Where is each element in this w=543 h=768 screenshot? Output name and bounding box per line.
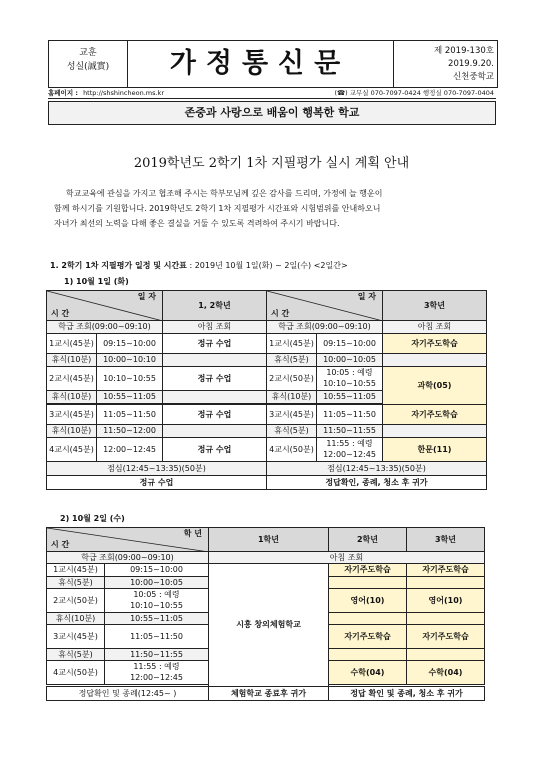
table-row: 12:00~12:45 bbox=[47, 450, 487, 462]
table-row: 1교시(45분) 09:15~10:00 정규 수업 1교시(45분) 09:15~10:00 자기주도학습 bbox=[47, 334, 487, 354]
school-name: 신천중학교 bbox=[452, 72, 494, 82]
table-row: 4교시(45분) 12:00~12:45 정규 수업 4교시(50분) 11:55 : 예령 한문(11) bbox=[47, 438, 487, 450]
table-row: 3교시(45분) 11:05~11:50 정규 수업 3교시(45분) 11:05~11:50 자기주도학습 bbox=[47, 405, 487, 425]
day1-corner-right: 일 자 시 간 bbox=[267, 291, 383, 321]
issue-number: 제 2019-130호 bbox=[433, 46, 494, 56]
table-row: 휴식(5분) 10:00~10:05 bbox=[47, 577, 485, 589]
day2-label: 2) 10월 2일 (수) bbox=[60, 514, 125, 523]
table-row: 2교시(45분) 10:10~10:55 정규 수업 2교시(50분) 10:05 : 예령 과학(05) bbox=[47, 367, 487, 379]
document-title: 2019학년도 2학기 1차 지필평가 실시 계획 안내 bbox=[133, 156, 410, 171]
homepage-link[interactable]: http://shshincheon.ms.kr bbox=[83, 89, 164, 97]
table-row: 학급 조회(09:00~09:10) 아침 조회 학급 조회(09:00~09:10) 아침 조회 bbox=[47, 321, 487, 334]
section-1-heading-rest: : 2019년 10월 1일(화) ~ 2일(수) <2일간> bbox=[186, 261, 348, 270]
day1-schedule-table bbox=[46, 290, 487, 490]
day2-col-grade2: 2학년 bbox=[329, 528, 407, 552]
school-motto bbox=[49, 41, 128, 87]
grade1-activity: 시흥 창의체험학교 bbox=[209, 564, 329, 687]
issue-info bbox=[393, 41, 498, 87]
section-1-heading-bold: 1. 2학기 1차 지필평가 일정 및 시간표 bbox=[50, 261, 187, 270]
table-row: 10:10~10:55 bbox=[47, 601, 485, 613]
day2-col-grade3: 3학년 bbox=[407, 528, 485, 552]
footer-row: 정규 수업 정답확인, 종례, 청소 후 귀가 bbox=[47, 476, 487, 490]
day1-corner-left: 일 자 시 간 bbox=[47, 291, 163, 321]
table-row: 10:10~10:55 bbox=[47, 379, 487, 391]
table-row: 학급 조회(09:00~09:10) 아침 조회 bbox=[47, 552, 485, 564]
intro-line-2: 함께 하시기를 기원합니다. 2019학년도 2학기 1차 지필평가 시간표와 시험범위를 안내하오니 bbox=[54, 204, 381, 213]
intro-line-1: 학교교육에 관심을 가지고 협조해 주시는 학부모님께 깊은 감사를 드리며, 가정에 늘 행운이 bbox=[66, 189, 383, 198]
newsletter-title: 가정통신문 bbox=[169, 48, 351, 79]
day1-label: 1) 10월 1일 (화) bbox=[64, 277, 129, 286]
table-row: 휴식(10분) 10:55~11:05 bbox=[47, 613, 485, 625]
table-row: 휴식(10분) 10:55~11:05 휴식(10분) 10:55~11:05 bbox=[47, 391, 487, 404]
table-row: 휴식(10분) 10:00~10:10 휴식(5분) 10:00~10:05 bbox=[47, 354, 487, 367]
motto-value: 성실(誠實) bbox=[66, 62, 110, 72]
newsletter-header bbox=[48, 40, 498, 88]
motto-label: 교훈 bbox=[79, 48, 97, 58]
table-row: 12:00~12:45 bbox=[47, 673, 485, 685]
contact-bar bbox=[48, 88, 496, 99]
day2-schedule-table bbox=[46, 527, 485, 701]
footer-row: 정답확인 및 종례(12:45~ ) 체험학교 종료후 귀가 정답 확인 및 종례, 청소 후 귀가 bbox=[47, 687, 485, 701]
section-1-heading bbox=[50, 260, 348, 271]
phone-numbers: (☎) 교무실 070-7097-0424 행정실 070-7097-0404 bbox=[334, 89, 494, 97]
school-slogan: 존중과 사랑으로 배움이 행복한 학교 bbox=[48, 101, 496, 125]
day2-col-grade1: 1학년 bbox=[209, 528, 329, 552]
day2-corner: 학 년 시 간 bbox=[47, 528, 209, 552]
homepage-label: 홈페이지 : bbox=[48, 89, 78, 97]
day1-col-grade3: 3학년 bbox=[383, 291, 487, 321]
table-row: 휴식(10분) 11:50~12:00 휴식(5분) 11:50~11:55 bbox=[47, 425, 487, 438]
intro-line-3: 자녀가 최선의 노력을 다해 좋은 결실을 거둘 수 있도록 격려하여 주시기 바랍니다. bbox=[54, 219, 340, 228]
lunch-row: 점심(12:45~13:35)(50분) 점심(12:45~13:35)(50분) bbox=[47, 462, 487, 476]
table-row: 3교시(45분) 11:05~11:50 자기주도학습 자기주도학습 bbox=[47, 625, 485, 649]
table-row: 휴식(5분) 11:50~11:55 bbox=[47, 649, 485, 661]
day1-col-grade12: 1, 2학년 bbox=[163, 291, 267, 321]
issue-date: 2019.9.20. bbox=[448, 59, 494, 69]
table-row: 2교시(50분) 10:05 : 예령 영어(10) 영어(10) bbox=[47, 589, 485, 601]
table-row: 1교시(45분) 09:15~10:00 시흥 창의체험학교 자기주도학습 자기주도학습 bbox=[47, 564, 485, 577]
table-row: 4교시(50분) 11:55 : 예령 수학(04) 수학(04) bbox=[47, 661, 485, 673]
